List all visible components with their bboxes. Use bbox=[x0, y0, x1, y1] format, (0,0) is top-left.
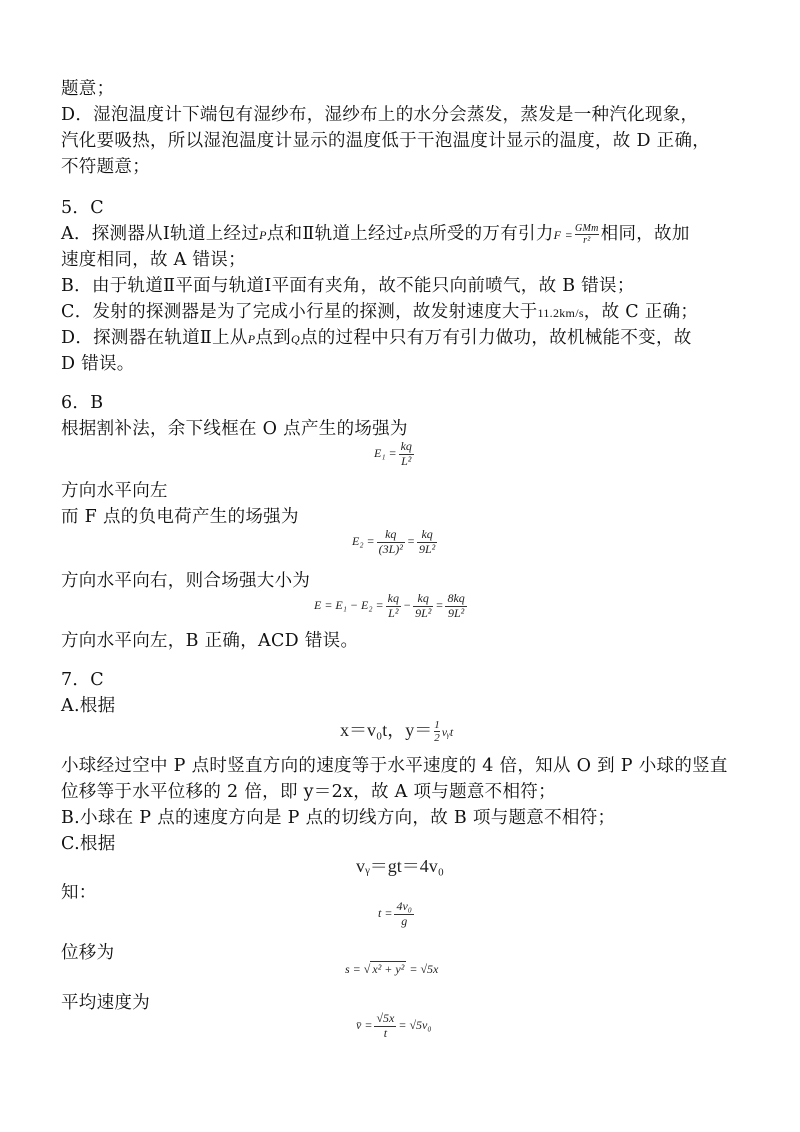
minus-sign: − bbox=[402, 598, 412, 613]
equation-e2 bbox=[352, 528, 439, 557]
numerator: 4v₀ bbox=[396, 899, 412, 913]
text-line bbox=[61, 299, 698, 326]
equation-e8 bbox=[356, 1012, 432, 1041]
equation-e4 bbox=[340, 716, 453, 744]
text-span: ，故 C 正确； bbox=[583, 302, 699, 322]
var-q: Q bbox=[290, 332, 300, 346]
var-p: P bbox=[403, 228, 412, 242]
text-line: 知： bbox=[61, 883, 97, 903]
text-line: 小球经过空中 P 点时竖直方向的速度等于水平速度的 4 倍，知从 O 到 P 小球的竖直 bbox=[61, 756, 728, 776]
text-line: B．由于轨道Ⅱ平面与轨道Ⅰ平面有夹角，故不能只向前喷气，故 B 错误； bbox=[61, 276, 635, 296]
text-span: 点的过程中只有万有引力做功，故机械能不变，故 bbox=[299, 328, 692, 348]
eq-part: vᵧt bbox=[441, 725, 454, 739]
fraction bbox=[413, 592, 433, 621]
denominator: L² bbox=[401, 453, 412, 468]
text-line: 方向水平向左，B 正确，ACD 错误。 bbox=[61, 631, 359, 651]
fraction bbox=[394, 900, 414, 929]
text-line: D．湿泡温度计下端包有湿纱布，湿纱布上的水分会蒸发，蒸发是一种汽化现象， bbox=[61, 105, 699, 125]
text-span: D．探测器在轨道Ⅱ上从 bbox=[61, 328, 248, 348]
var-p: P bbox=[259, 228, 267, 242]
text-line: 位移为 bbox=[61, 943, 115, 963]
text-line: 题意； bbox=[61, 79, 115, 99]
text-line: D 错误。 bbox=[61, 354, 135, 374]
denominator: (3L)² bbox=[378, 541, 403, 556]
fraction bbox=[399, 440, 414, 469]
fraction bbox=[417, 528, 437, 557]
fraction bbox=[386, 592, 401, 621]
numerator: kq bbox=[387, 591, 399, 605]
eq-sign: = bbox=[406, 534, 415, 549]
text-line: 不符题意； bbox=[61, 157, 150, 177]
speed-value: 11.2km/s bbox=[537, 306, 584, 320]
question-7-heading: 7．C bbox=[61, 670, 104, 690]
eq-lhs: v̄ = bbox=[356, 1018, 373, 1033]
eq-sign: = bbox=[398, 1018, 407, 1033]
text-line: B.小球在 P 点的速度方向是 P 点的切线方向，故 B 项与题意不相符； bbox=[61, 808, 616, 828]
fraction bbox=[445, 592, 466, 621]
text-span: C．发射的探测器是为了完成小行星的探测，故发射速度大于 bbox=[61, 302, 538, 322]
fraction bbox=[377, 528, 405, 557]
eq-lhs: E₁ = bbox=[374, 446, 397, 461]
text-line bbox=[61, 221, 690, 248]
numerator: kq bbox=[413, 592, 433, 607]
denominator: r² bbox=[583, 235, 591, 246]
text-span: 相同，故加 bbox=[600, 224, 690, 244]
question-6-heading: 6．B bbox=[61, 393, 104, 413]
equation-e5: vᵧ＝gt＝4v₀ bbox=[356, 856, 445, 876]
numerator: kq bbox=[377, 528, 405, 543]
text-line: 方向水平向右，则合场强大小为 bbox=[61, 571, 311, 591]
denominator: 9L² bbox=[415, 605, 432, 620]
eq-rhs: √5x bbox=[420, 962, 439, 976]
fraction-half bbox=[434, 719, 440, 744]
numerator: GMm bbox=[574, 223, 599, 234]
text-line: A.根据 bbox=[61, 696, 116, 716]
equation-e7: s = √ x² + y² = √5x bbox=[345, 962, 439, 976]
equation-e6 bbox=[378, 900, 416, 929]
eq-sign: = bbox=[409, 962, 418, 976]
denominator: g bbox=[401, 913, 408, 928]
text-line: 速度相同，故 A 错误； bbox=[61, 250, 246, 270]
denominator: 9L² bbox=[418, 541, 436, 556]
text-line: 方向水平向左 bbox=[61, 481, 168, 501]
eq-lhs: s = bbox=[345, 962, 361, 976]
text-line bbox=[61, 325, 692, 352]
fraction-gmm-r2 bbox=[575, 223, 599, 246]
text-line: 位移等于水平位移的 2 倍，即 y＝2x，故 A 项与题意不相符； bbox=[61, 782, 556, 802]
equation-e3 bbox=[314, 592, 469, 621]
denominator: t bbox=[383, 1025, 388, 1040]
denominator: 9L² bbox=[447, 605, 465, 620]
eq-part: x＝v₀t，y＝ bbox=[340, 720, 433, 740]
radicand: x² + y² bbox=[372, 962, 405, 976]
text-span: 点和Ⅱ轨道上经过 bbox=[266, 224, 404, 244]
text-span: 点到 bbox=[255, 328, 291, 348]
numerator: kq bbox=[417, 528, 437, 543]
text-line: C.根据 bbox=[61, 834, 116, 854]
equation-e1 bbox=[374, 440, 416, 469]
text-line: 汽化要吸热，所以湿泡温度计显示的温度低于干泡温度计显示的温度，故 D 正确， bbox=[61, 131, 711, 151]
numerator: kq bbox=[400, 439, 412, 453]
question-5-heading: 5．C bbox=[61, 198, 104, 218]
denominator: L² bbox=[388, 605, 399, 620]
numerator: 1 bbox=[434, 719, 440, 732]
text-line: 而 F 点的负电荷产生的场强为 bbox=[61, 507, 299, 527]
denominator: 2 bbox=[434, 732, 440, 745]
eq-sign: = bbox=[435, 598, 444, 613]
text-line: 根据割补法，余下线框在 O 点产生的场强为 bbox=[61, 419, 408, 439]
text-line: 平均速度为 bbox=[61, 993, 150, 1013]
numerator: √5x bbox=[376, 1011, 395, 1025]
eq-rhs: √5v₀ bbox=[409, 1018, 432, 1033]
text-span: 点所受的万有引力 bbox=[411, 224, 554, 244]
formula-f: F = bbox=[553, 228, 573, 242]
fraction bbox=[374, 1012, 396, 1041]
eq-lhs: t = bbox=[378, 906, 393, 921]
eq-lhs: E₂ = bbox=[352, 534, 375, 549]
var-p: P bbox=[247, 332, 256, 346]
eq-lhs: E = E₁ − E₂ = bbox=[314, 598, 384, 613]
numerator: 8kq bbox=[447, 591, 465, 605]
text-span: A．探测器从Ⅰ轨道上经过 bbox=[61, 224, 260, 244]
